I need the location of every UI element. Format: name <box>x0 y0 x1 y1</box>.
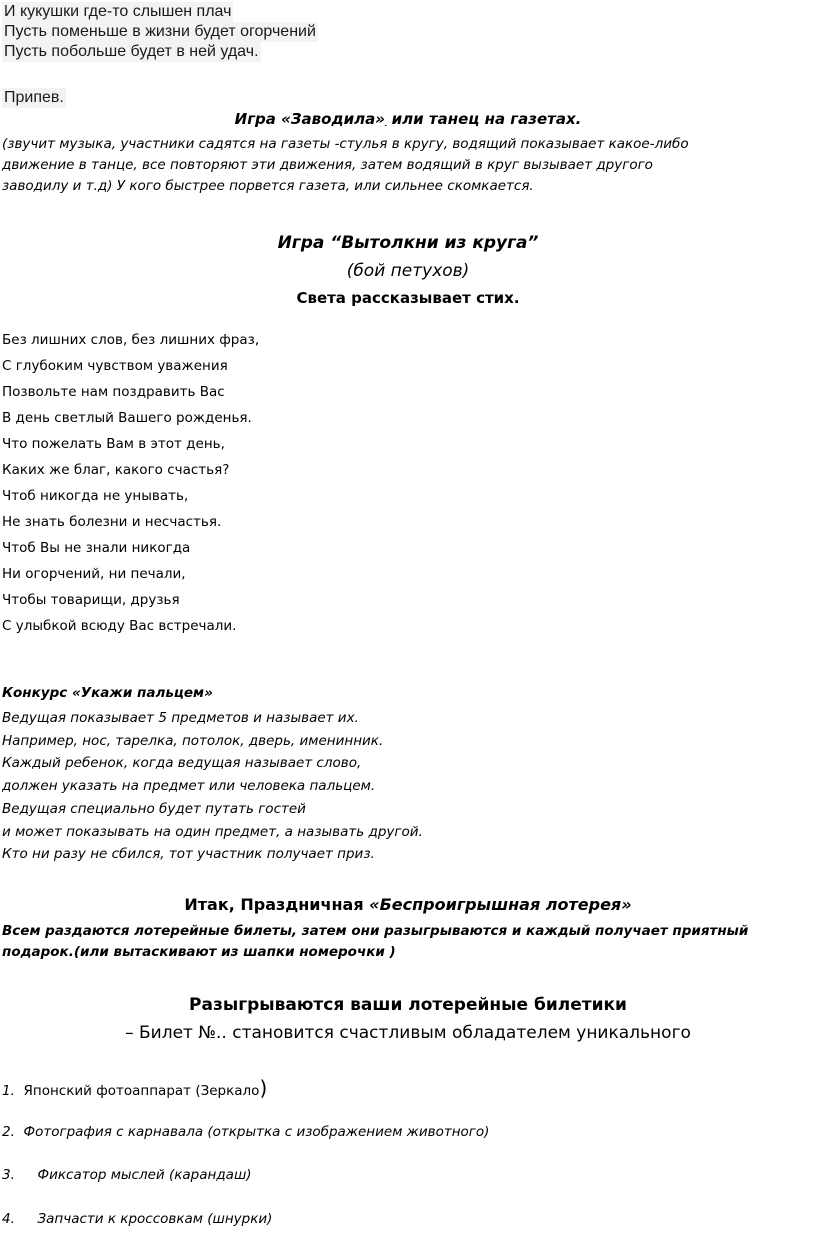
poem-line: Не знать болезни и несчастья. <box>2 514 222 530</box>
game1-description: (звучит музыка, участники садятся на газеты -стулья в кругу, водящий показывает какое-либо движение в танце, все повторяют эти движения, затем водящий в круг вызывает другого заводилу и т.д) У кого быстрее порвется газета, или сильнее скомкается. <box>2 136 689 194</box>
contest-title: Конкурс «Укажи пальцем» <box>2 685 213 701</box>
poem-line: Позвольте нам поздравить Вас <box>2 384 225 400</box>
prize-item: 2. Фотография с карнавала (открытка с изображением животного) <box>2 1124 490 1140</box>
poem-line: Чтобы товарищи, друзья <box>2 592 180 608</box>
poem-line: Что пожелать Вам в этот день, <box>2 436 225 452</box>
prize-item: 1. Японский фотоаппарат (Зеркало) <box>2 1076 268 1100</box>
chorus-label: Припев. <box>4 89 64 106</box>
lyrics-line: Пусть поменьше в жизни будет огорчений <box>4 23 316 40</box>
lyrics-line: Пусть побольше будет в ней удач. <box>4 43 259 60</box>
poem-line: Ни огорчений, ни печали, <box>2 566 186 582</box>
poem-line: Без лишних слов, без лишних фраз, <box>2 332 260 348</box>
game2-title: Игра “Вытолкни из круга” <box>277 233 539 253</box>
poem-line: Чтоб никогда не унывать, <box>2 488 189 504</box>
prize-item: 4. Запчасти к кроссовкам (шнурки) <box>2 1211 273 1227</box>
poem-line: С улыбкой всюду Вас встречали. <box>2 618 237 634</box>
poem-line: С глубоким чувством уважения <box>2 358 228 374</box>
draw-title: Разыгрываются ваши лотерейные билетики <box>189 995 627 1015</box>
game2-note: Света рассказывает стих. <box>296 289 520 307</box>
lottery-title: Итак, Праздничная «Беспроигрышная лотерея» <box>184 895 632 914</box>
game1-title: Игра «Заводила» или танец на газетах. <box>234 110 582 128</box>
lottery-description: Всем раздаются лотерейные билеты, затем они разыгрываются и каждый получает приятный подарок.(или вытаскивают из шапки номерочки ) <box>2 923 749 960</box>
lyrics-line: И кукушки где-то слышен плач <box>4 3 232 20</box>
poem-line: В день светлый Вашего рожденья. <box>2 410 252 426</box>
lyrics-block <box>2 2 318 62</box>
game2-subtitle: (бой петухов) <box>346 261 470 281</box>
poem-line: Чтоб Вы не знали никогда <box>2 540 191 556</box>
prize-item: 3. Фиксатор мыслей (карандаш) <box>2 1167 252 1183</box>
contest-description: Ведущая показывает 5 предметов и называет их. Например, нос, тарелка, потолок, дверь, именинник. Каждый ребенок, когда ведущая называет слово, должен указать на предмет или человека пальцем. Ведущая специально будет путать гостей и может показывать на один предмет, а называть другой. Кто ни разу не сбился, тот участник получает приз. <box>2 710 423 863</box>
poem-line: Каких же благ, какого счастья? <box>2 462 230 478</box>
draw-subtitle: – Билет №.. становится счастливым обладателем уникального <box>125 1023 691 1043</box>
